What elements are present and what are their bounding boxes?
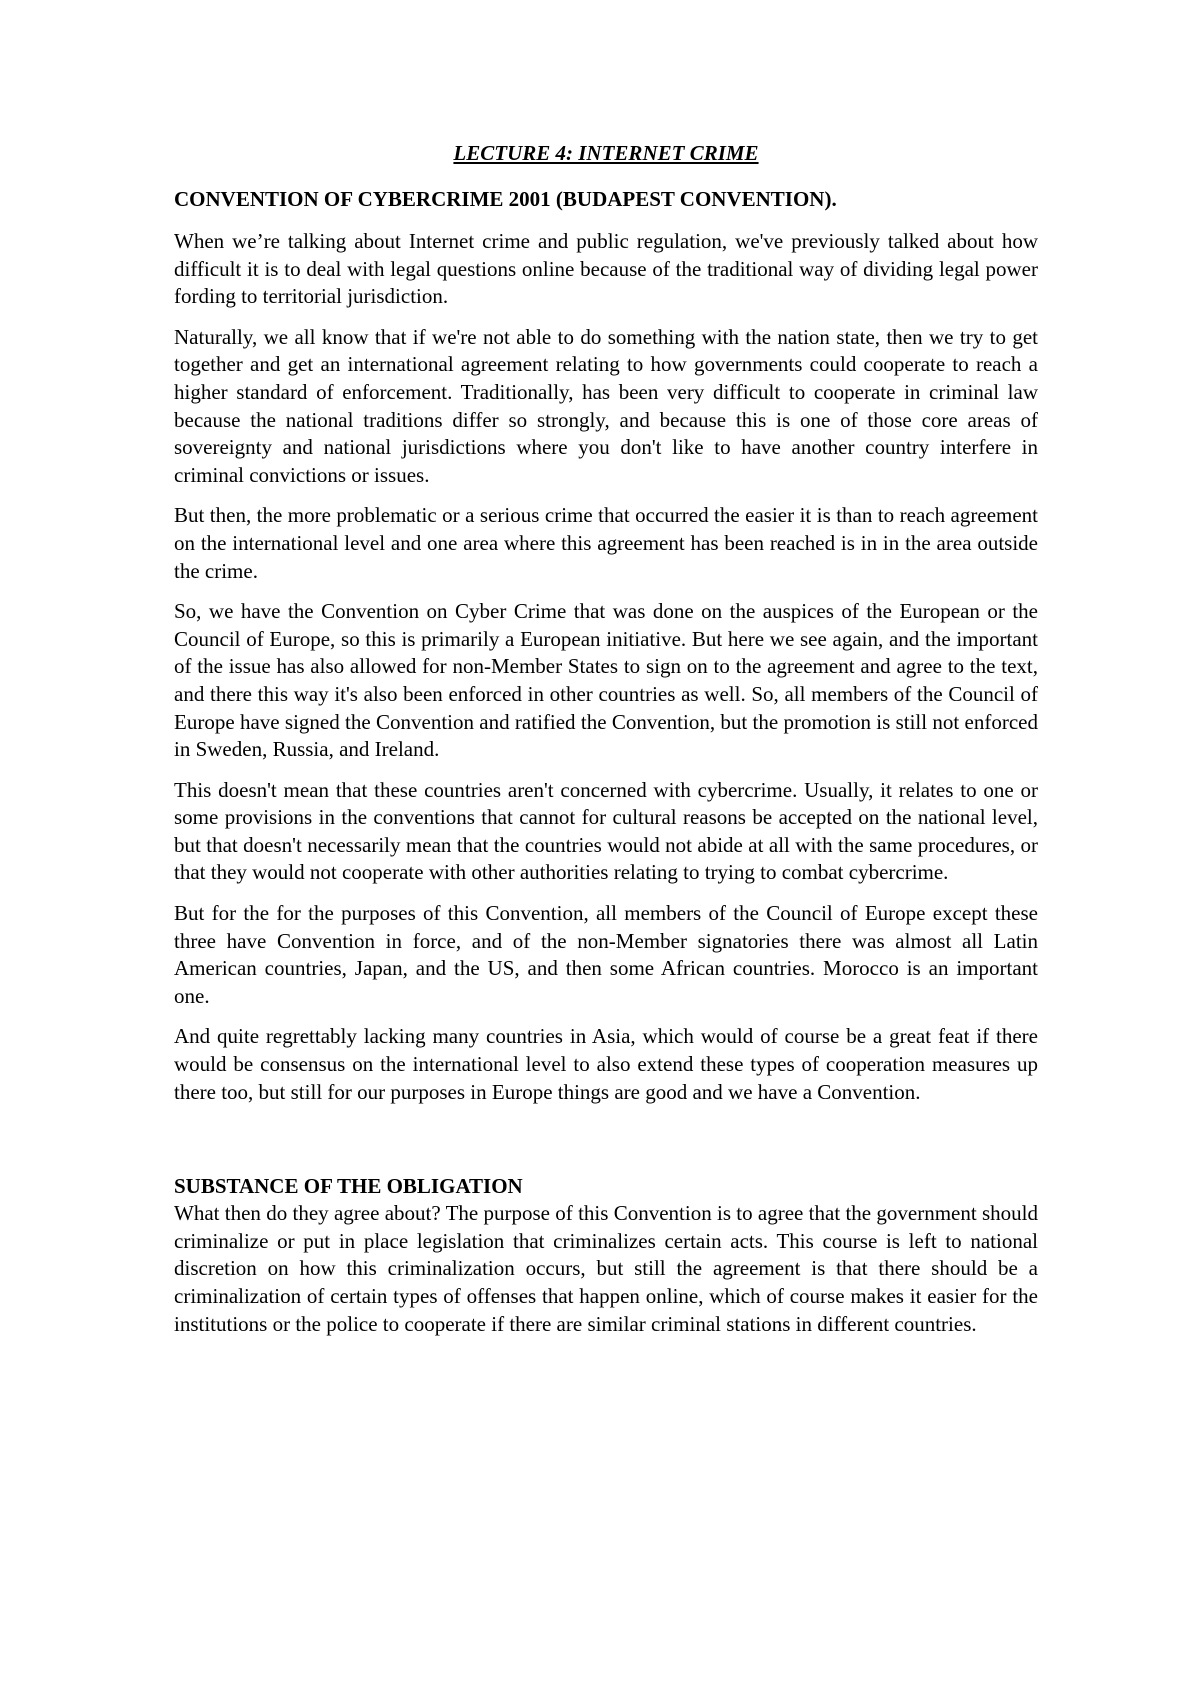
document-body	[174, 140, 1038, 1338]
section-heading: SUBSTANCE OF THE OBLIGATION	[174, 1174, 523, 1199]
section-heading: CONVENTION OF CYBERCRIME 2001 (BUDAPEST CONVENTION).	[174, 187, 837, 211]
paragraph: But for the for the purposes of this Convention, all members of the Council of Europe except these three have Convention in force, and of the non-Member signatories there was almost all Latin American countries, Japan, and the US, and then some African countries. Morocco is an important one.	[174, 901, 1038, 1008]
paragraph: But then, the more problematic or a serious crime that occurred the easier it is than to reach agreement on the international level and one area where this agreement has been reached is in in the area outside the crime.	[174, 503, 1038, 583]
paragraph: And quite regrettably lacking many countries in Asia, which would of course be a great feat if there would be consensus on the international level to also extend these types of cooperation measures up there too, but still for our purposes in Europe things are good and we have a Convention.	[174, 1024, 1038, 1104]
section-substance-of-obligation	[174, 1173, 1038, 1338]
section-budapest-convention	[174, 186, 1038, 1106]
paragraph: This doesn't mean that these countries aren't concerned with cybercrime. Usually, it relates to one or some provisions in the conventions that cannot for cultural reasons be accepted on the national level, but that doesn't necessarily mean that the countries would not abide at all with the same procedures, or that they would not cooperate with other authorities relating to trying to combat cybercrime.	[174, 777, 1038, 885]
paragraph: Naturally, we all know that if we're not able to do something with the nation state, then we try to get together and get an international agreement relating to how governments could cooperate to reach a higher standard of enforcement. Traditionally, has been very difficult to cooperate in criminal law because the national traditions differ so strongly, and because this is one of those core areas of sovereignty and national jurisdictions where you don't like to have another country interfere in criminal convictions or issues.	[174, 324, 1038, 487]
section-spacer	[174, 1106, 1038, 1173]
lecture-title: LECTURE 4: INTERNET CRIME	[453, 141, 759, 165]
paragraph: When we’re talking about Internet crime and public regulation, we've previously talked about how difficult it is to deal with legal questions online because of the traditional way of dividing legal power fording to territorial jurisdiction.	[174, 229, 1038, 309]
paragraph: What then do they agree about? The purpose of this Convention is to agree that the government should criminalize or put in place legislation that criminalizes certain acts. This course is left to national discretion on how this criminalization occurs, but still the agreement is that there should be a criminalization of certain types of offenses that happen online, which of course makes it easier for the institutions or the police to cooperate if there are similar criminal stations in different countries.	[174, 1201, 1038, 1336]
paragraph: So, we have the Convention on Cyber Crime that was done on the auspices of the European or the Council of Europe, so this is primarily a European initiative. But here we see again, and the important of the issue has also allowed for non-Member States to sign on to the agreement and agree to the text, and there this way it's also been enforced in other countries as well. So, all members of the Council of Europe have signed the Convention and ratified the Convention, but the promotion is still not enforced in Sweden, Russia, and Ireland.	[174, 599, 1038, 762]
